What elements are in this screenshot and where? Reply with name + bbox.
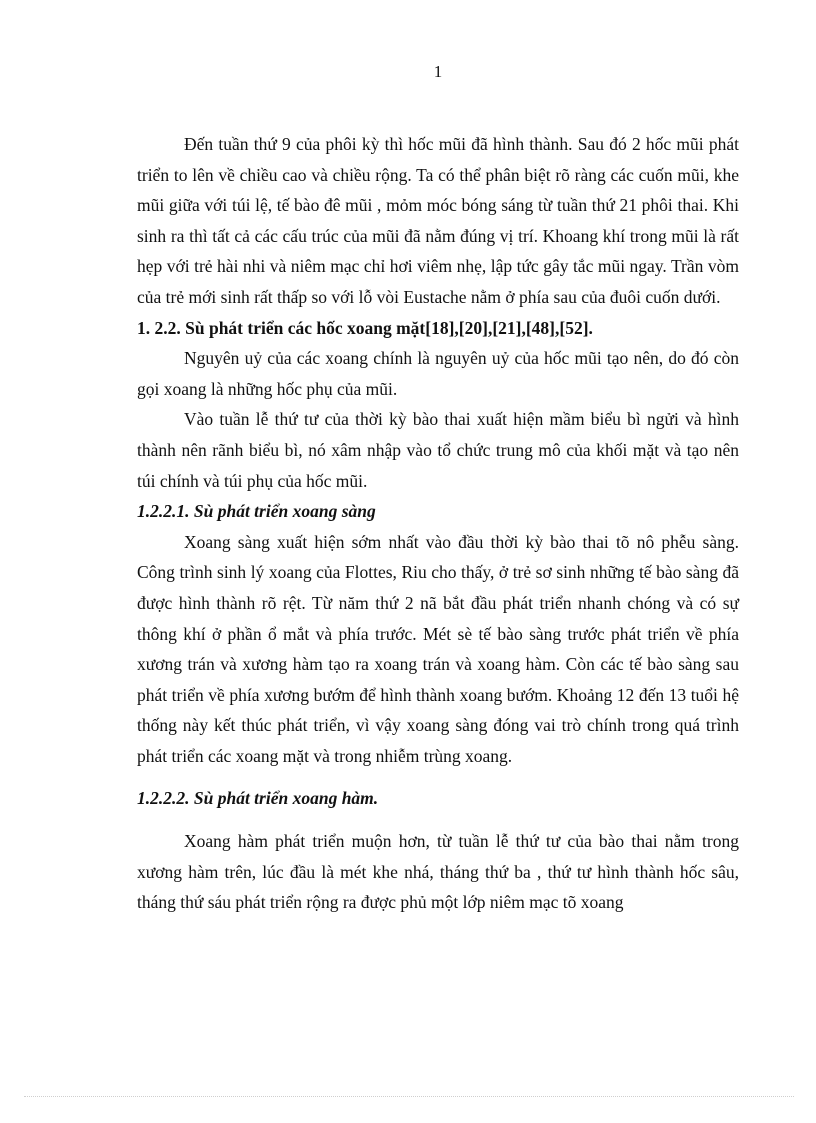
page-number: 1 — [433, 62, 443, 81]
document-body — [137, 129, 739, 918]
section-heading-sinus-development: 1. 2.2. Sù phát triển các hốc xoang mặt[18],[20],[21],[48],[52]. — [137, 317, 593, 338]
paragraph-fourth-week: Vào tuần lễ thứ tư của thời kỳ bào thai xuất hiện mầm biểu bì ngửi và hình thành nên rãnh biểu bì, nó xâm nhập vào tổ chức trung mô của khối mặt và tạo nên túi chính và túi phụ của hốc mũi. — [137, 409, 739, 491]
paragraph-maxillary-sinus: Xoang hàm phát triển muộn hơn, từ tuần lễ thứ tư của bào thai nằm trong xương hàm trên, lúc đầu là mét khe nhá, tháng thứ ba , thứ tư hình thành hốc sâu, tháng thứ sáu phát triển rộng ra được phủ một lớp niêm mạc tõ xoang — [137, 831, 739, 913]
subheading-maxillary-sinus: 1.2.2.2. Sù phát triển xoang hàm. — [137, 788, 379, 809]
paragraph-ethmoid-sinus: Xoang sàng xuất hiện sớm nhất vào đầu thời kỳ bào thai tõ nô phễu sàng. Công trình sinh lý xoang của Flottes, Riu cho thấy, ở trẻ sơ sinh những tế bào sàng đã được hình thành rõ rệt. Từ năm thứ 2 nã bắt đầu phát triển nhanh chóng và có sự thông khí ở phần ổ mắt và phía trước. Mét sè tế bào sàng trước phát triển về phía xương trán và xương hàm tạo ra xoang trán và xoang hàm. Còn các tế bào sàng sau phát triển về phía xương bướm để hình thành xoang bướm. Khoảng 12 đến 13 tuổi hệ thống này kết thúc phát triển, vì vậy xoang sàng đóng vai trò chính trong quá trình phát triển các xoang mặt và trong nhiễm trùng xoang. — [137, 531, 739, 766]
paragraph-sinus-origin: Nguyên uỷ của các xoang chính là nguyên uỷ của hốc mũi tạo nên, do đó còn gọi xoang là những hốc phụ của mũi. — [137, 348, 739, 399]
paragraph-embryonic-nasal: Đến tuần thứ 9 của phôi kỳ thì hốc mũi đã hình thành. Sau đó 2 hốc mũi phát triển to lên về chiều cao và chiều rộng. Ta có thể phân biệt rõ ràng các cuốn mũi, khe mũi giữa với túi lệ, tế bào đê mũi , mỏm móc bóng sáng từ tuần thứ 21 phôi thai. Khi sinh ra thì tất cả các cấu trúc của mũi đã nằm đúng vị trí. Khoang khí trong mũi là rất hẹp với trẻ hài nhi và niêm mạc chỉ hơi viêm nhẹ, lập tức gây tắc mũi ngay. Trần vòm của trẻ mới sinh rất thấp so với lỗ vòi Eustache nằm ở phía sau của đuôi cuốn dưới. — [137, 134, 739, 307]
footer-divider — [24, 1096, 794, 1097]
subheading-ethmoid-sinus: 1.2.2.1. Sù phát triển xoang sàng — [137, 501, 376, 522]
